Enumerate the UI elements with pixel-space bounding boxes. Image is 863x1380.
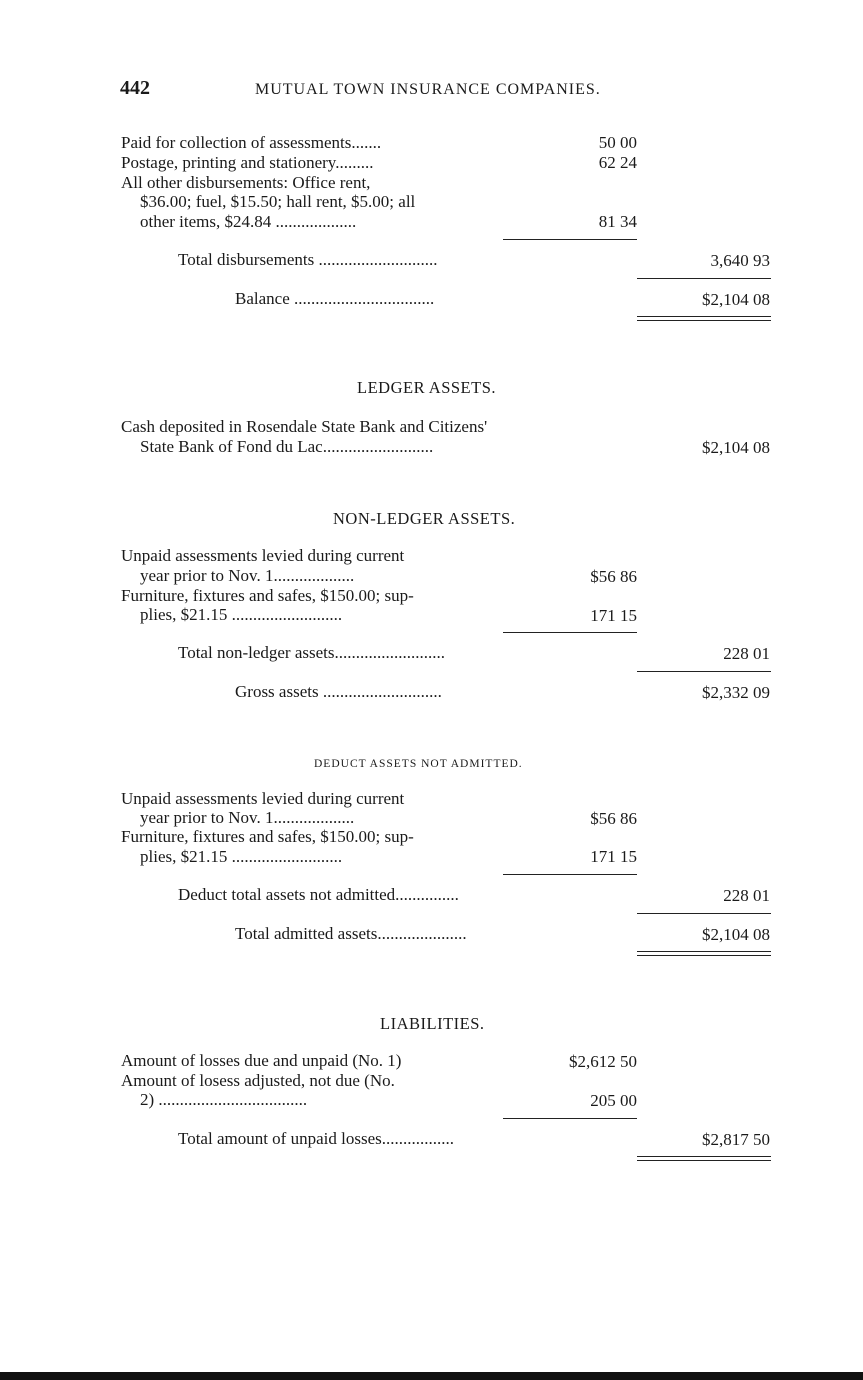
disbursement-line: Paid for collection of assessments....... — [121, 133, 382, 152]
gross-assets-amount: $2,332 09 — [702, 683, 770, 702]
not-admitted-amount: 171 15 — [590, 847, 637, 866]
deduct-total-label: Deduct total assets not admitted............... — [178, 885, 459, 904]
subtotal-rule — [503, 239, 637, 240]
deduct-total-amount: 228 01 — [723, 886, 770, 905]
page-number: 442 — [120, 77, 150, 99]
total-rule — [637, 278, 771, 279]
total-rule — [637, 671, 771, 672]
subtotal-rule — [503, 1118, 637, 1119]
balance-amount: $2,104 08 — [702, 290, 770, 309]
double-rule — [637, 1156, 771, 1161]
not-admitted-amount: $56 86 — [590, 809, 637, 828]
non-ledger-line: Unpaid assessments levied during current — [121, 546, 405, 565]
ledger-amount: $2,104 08 — [702, 438, 770, 457]
ledger-line: Cash deposited in Rosendale State Bank and Citizens' — [121, 417, 488, 436]
non-ledger-amount: $56 86 — [590, 567, 637, 586]
total-unpaid-losses-label: Total amount of unpaid losses................. — [178, 1129, 454, 1148]
non-ledger-amount: 171 15 — [590, 606, 637, 625]
double-rule — [637, 951, 771, 956]
double-rule — [637, 316, 771, 321]
non-ledger-line: plies, $21.15 .......................... — [140, 605, 343, 624]
scan-edge-band — [0, 1372, 863, 1380]
not-admitted-line: Unpaid assessments levied during current — [121, 789, 405, 808]
total-non-ledger-amount: 228 01 — [723, 644, 770, 663]
disbursement-amount: 62 24 — [598, 153, 637, 172]
ledger-assets-heading: LEDGER ASSETS. — [357, 378, 497, 397]
disbursement-line: other items, $24.84 ................... — [140, 212, 357, 231]
liability-line: Amount of losses due and unpaid (No. 1) — [121, 1051, 402, 1070]
total-rule — [637, 913, 771, 914]
admitted-assets-amount: $2,104 08 — [702, 925, 770, 944]
disbursement-line: All other disbursements: Office rent, — [121, 173, 371, 192]
not-admitted-line: plies, $21.15 .......................... — [140, 847, 343, 866]
ledger-line: State Bank of Fond du Lac.......................... — [140, 437, 434, 456]
not-admitted-line: Furniture, fixtures and safes, $150.00; sup- — [121, 827, 414, 846]
non-ledger-heading: NON-LEDGER ASSETS. — [333, 509, 516, 528]
non-ledger-line: year prior to Nov. 1................... — [140, 566, 355, 585]
running-title: MUTUAL TOWN INSURANCE COMPANIES. — [255, 81, 601, 98]
gross-assets-label: Gross assets ............................ — [235, 682, 442, 701]
disbursement-amount: 50 00 — [598, 133, 637, 152]
liability-line: Amount of losess adjusted, not due (No. — [121, 1071, 395, 1090]
balance-label: Balance ................................. — [235, 289, 435, 308]
liability-amount: 205 00 — [590, 1091, 637, 1110]
not-admitted-line: year prior to Nov. 1................... — [140, 808, 355, 827]
liabilities-heading: LIABILITIES. — [380, 1014, 485, 1033]
liability-amount: $2,612 50 — [569, 1052, 637, 1071]
not-admitted-heading: DEDUCT ASSETS NOT ADMITTED. — [314, 758, 523, 770]
disbursement-line: Postage, printing and stationery......... — [121, 153, 374, 172]
total-unpaid-losses-amount: $2,817 50 — [702, 1130, 770, 1149]
total-disbursements-label: Total disbursements ............................ — [178, 250, 438, 269]
liability-line: 2) ................................... — [140, 1090, 308, 1109]
disbursement-amount: 81 34 — [598, 212, 637, 231]
total-disbursements-amount: 3,640 93 — [710, 251, 770, 270]
subtotal-rule — [503, 874, 637, 875]
total-non-ledger-label: Total non-ledger assets.......................... — [178, 643, 445, 662]
subtotal-rule — [503, 632, 637, 633]
non-ledger-line: Furniture, fixtures and safes, $150.00; sup- — [121, 586, 414, 605]
disbursement-line: $36.00; fuel, $15.50; hall rent, $5.00; all — [140, 192, 416, 211]
admitted-assets-label: Total admitted assets..................... — [235, 924, 467, 943]
